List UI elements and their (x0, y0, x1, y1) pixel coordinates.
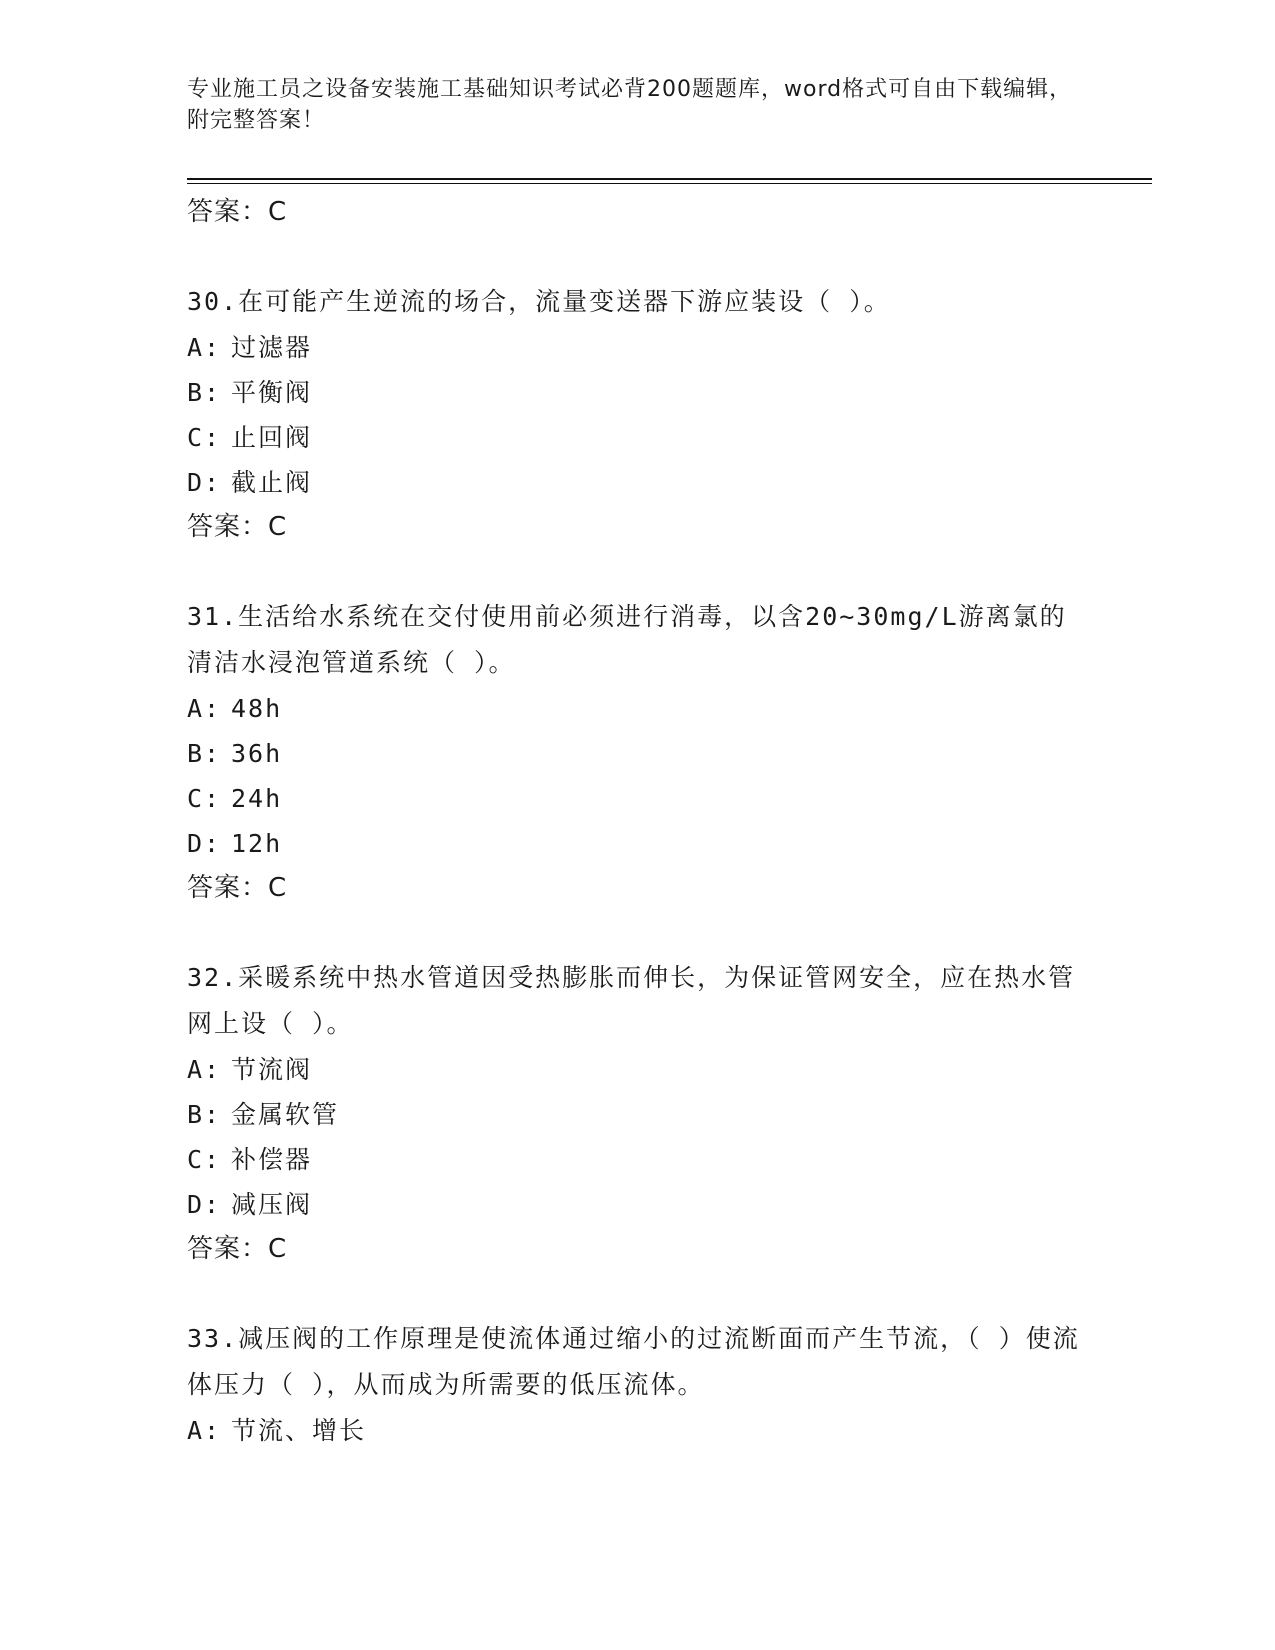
option-a (187, 1047, 1147, 1092)
option-text: 过滤器 (231, 333, 313, 362)
option-b (187, 1092, 1147, 1137)
option-text: 止回阀 (231, 423, 313, 452)
option-key: C: (187, 423, 222, 452)
option-a (187, 325, 1147, 370)
question-block (187, 955, 1147, 1272)
option-key: A: (187, 333, 222, 362)
option-text: 12h (231, 829, 283, 858)
question-stem: 32.采暖系统中热水管道因受热膨胀而伸长，为保证管网安全，应在热水管网上设（ ）。 (187, 963, 1076, 1038)
option-key: A: (187, 694, 222, 723)
option-a (187, 686, 1147, 731)
previous-answer: 答案：C (187, 197, 288, 227)
header-divider-thin (187, 183, 1152, 184)
option-text: 金属软管 (231, 1100, 340, 1129)
option-c (187, 776, 1147, 821)
option-c (187, 1137, 1147, 1182)
option-key: D: (187, 829, 222, 858)
option-d (187, 1182, 1147, 1227)
option-text: 减压阀 (231, 1190, 313, 1219)
question-stem: 33.减压阀的工作原理是使流体通过缩小的过流断面而产生节流，（ ）使流体压力（ ），从而成为所需要的低压流体。 (187, 1324, 1080, 1399)
question-block (187, 594, 1147, 911)
document-header: 专业施工员之设备安装施工基础知识考试必背200题题库，word格式可自由下载编辑，附完整答案！ (187, 77, 1073, 133)
option-text: 36h (231, 739, 283, 768)
option-text: 补偿器 (231, 1145, 313, 1174)
option-text: 节流阀 (231, 1055, 313, 1084)
option-text: 截止阀 (231, 468, 313, 497)
option-text: 24h (231, 784, 283, 813)
option-key: A: (187, 1055, 222, 1084)
option-key: B: (187, 378, 222, 407)
answer-line: 答案：C (187, 873, 288, 903)
option-key: D: (187, 468, 222, 497)
question-block (187, 279, 1147, 550)
option-key: C: (187, 1145, 222, 1174)
option-key: D: (187, 1190, 222, 1219)
option-b (187, 370, 1147, 415)
option-text: 节流、增长 (231, 1416, 367, 1445)
option-key: B: (187, 1100, 222, 1129)
answer-line: 答案：C (187, 1234, 288, 1264)
option-d (187, 460, 1147, 505)
option-c (187, 415, 1147, 460)
option-key: B: (187, 739, 222, 768)
option-key: A: (187, 1416, 222, 1445)
question-stem: 31.生活给水系统在交付使用前必须进行消毒，以含20~30mg/L游离氯的清洁水浸泡管道系统（ ）。 (187, 602, 1067, 677)
answer-line: 答案：C (187, 512, 288, 542)
option-d (187, 821, 1147, 866)
option-b (187, 731, 1147, 776)
option-text: 平衡阀 (231, 378, 313, 407)
question-block (187, 1316, 1147, 1453)
option-key: C: (187, 784, 222, 813)
question-stem: 30.在可能产生逆流的场合，流量变送器下游应装设（ ）。 (187, 287, 891, 316)
header-divider-thick (187, 178, 1152, 180)
question-list (187, 190, 1147, 1453)
option-text: 48h (231, 694, 283, 723)
option-a (187, 1408, 1147, 1453)
